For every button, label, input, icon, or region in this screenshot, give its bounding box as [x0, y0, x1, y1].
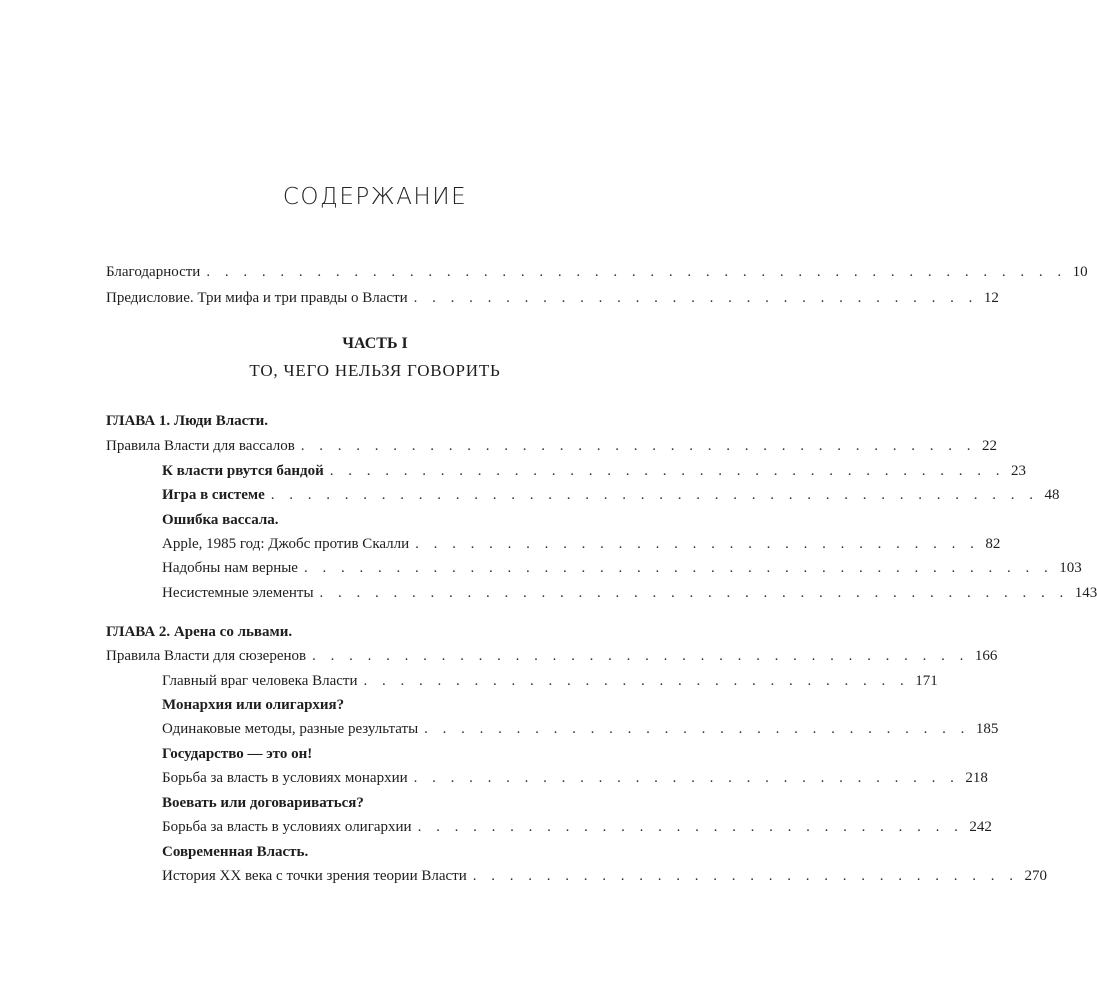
part-title: ТО, ЧЕГО НЕЛЬЗЯ ГОВОРИТЬ	[249, 361, 501, 380]
toc-entry-label: Борьба за власть в условиях монархии	[162, 770, 408, 786]
toc-leader-dots: . . . . . . . . . . . . . . . . . . . . . . . . . . . . . . .	[413, 290, 978, 306]
toc-page-number: 185	[975, 721, 999, 737]
toc-entry-rules-suzerains[interactable]	[106, 646, 998, 666]
toc-entry-rules-vassals[interactable]	[106, 436, 998, 456]
toc-entry-acknowledgements[interactable]	[106, 262, 1088, 282]
toc-entry-label: Правила Власти для вассалов	[106, 438, 295, 454]
toc-entry[interactable]	[162, 719, 999, 739]
toc-page-number: 166	[974, 648, 998, 664]
toc-section-heading[interactable]: Современная Власть.	[162, 844, 309, 860]
toc-section-heading[interactable]: Монархия или олигархия?	[162, 697, 345, 713]
page-title: СОДЕРЖАНИЕ	[282, 184, 468, 210]
toc-entry-label: Борьба за власть в условиях олигархии	[162, 819, 412, 835]
toc-leader-dots: . . . . . . . . . . . . . . . . . . . . . . . . . . . . . .	[363, 673, 910, 689]
toc-entry-label: Игра в системе	[162, 487, 265, 503]
toc-leader-dots: . . . . . . . . . . . . . . . . . . . . . . . . . . . . . . . . . . . .	[312, 648, 969, 664]
part-number: ЧАСТЬ I	[342, 335, 408, 352]
toc-entry[interactable]	[162, 817, 992, 837]
toc-entry-label: Предисловие. Три мифа и три правды о Власти	[106, 290, 408, 306]
toc-page-number: 171	[915, 673, 938, 689]
toc-leader-dots: . . . . . . . . . . . . . . . . . . . . . . . . . . . . . . . . . . . . . . . . .	[319, 585, 1069, 601]
toc-page-number: 48	[1044, 487, 1060, 503]
toc-entry-label: Главный враг человека Власти	[162, 673, 358, 689]
toc-section-heading[interactable]: Государство — это он!	[162, 746, 313, 762]
toc-page-number: 82	[985, 536, 1001, 552]
toc-section-heading[interactable]: Ошибка вассала.	[162, 512, 279, 528]
toc-leader-dots: . . . . . . . . . . . . . . . . . . . . . . . . . . . . . . . . . . . . . . . . . . . . . . .	[206, 264, 1067, 280]
toc-entry-label: Несистемные элементы	[162, 585, 314, 601]
toc-entry[interactable]	[162, 534, 1001, 554]
chapter-heading[interactable]: ГЛАВА 1. Люди Власти.	[106, 413, 269, 429]
toc-page-number: 23	[1011, 463, 1026, 479]
toc-page-number: 218	[965, 770, 988, 786]
toc-entry-label: Благодарности	[106, 264, 201, 280]
toc-entry[interactable]	[162, 671, 938, 691]
toc-entry-label: Apple, 1985 год: Джобс против Скалли	[162, 536, 410, 552]
toc-entry[interactable]	[162, 866, 1047, 886]
toc-entry-label: Одинаковые методы, разные результаты	[162, 721, 419, 737]
toc-entry[interactable]	[162, 485, 1060, 505]
toc-page-number: 12	[983, 290, 999, 306]
toc-leader-dots: . . . . . . . . . . . . . . . . . . . . . . . . . . . . . . .	[415, 536, 980, 552]
toc-page-number: 10	[1072, 264, 1088, 280]
toc-page-number: 270	[1024, 868, 1047, 884]
toc-entry[interactable]	[162, 583, 1097, 603]
toc-leader-dots: . . . . . . . . . . . . . . . . . . . . . . . . . . . . . . . . . . . . .	[300, 438, 977, 454]
toc-leader-dots: . . . . . . . . . . . . . . . . . . . . . . . . . . . . . . . . . . . . . . . . . .	[270, 487, 1039, 503]
toc-leader-dots: . . . . . . . . . . . . . . . . . . . . . . . . . . . . . .	[417, 819, 964, 835]
toc-leader-dots: . . . . . . . . . . . . . . . . . . . . . . . . . . . . . .	[413, 770, 960, 786]
toc-leader-dots: . . . . . . . . . . . . . . . . . . . . . . . . . . . . . . . . . . . . .	[329, 463, 1005, 479]
toc-leader-dots: . . . . . . . . . . . . . . . . . . . . . . . . . . . . . .	[472, 868, 1019, 884]
toc-entry-label: История XX века с точки зрения теории Власти	[162, 868, 467, 884]
toc-section-heading[interactable]: Воевать или договариваться?	[162, 795, 364, 811]
toc-entry-preface[interactable]	[106, 288, 999, 308]
toc-page-number: 242	[969, 819, 992, 835]
toc-entry[interactable]	[162, 558, 1082, 578]
toc-page-number: 22	[982, 438, 998, 454]
toc-page-number: 143	[1074, 585, 1097, 601]
chapter-heading[interactable]: ГЛАВА 2. Арена со львами.	[106, 624, 293, 640]
toc-entry-label: Правила Власти для сюзеренов	[106, 648, 307, 664]
toc-entry-label: Надобны нам верные	[162, 560, 298, 576]
toc-entry[interactable]	[162, 461, 1026, 481]
toc-entry[interactable]	[162, 768, 988, 788]
toc-entry-label: К власти рвутся бандой	[162, 463, 324, 479]
toc-leader-dots: . . . . . . . . . . . . . . . . . . . . . . . . . . . . . .	[424, 721, 970, 737]
toc-page-number: 103	[1059, 560, 1082, 576]
toc-leader-dots: . . . . . . . . . . . . . . . . . . . . . . . . . . . . . . . . . . . . . . . . .	[303, 560, 1054, 576]
